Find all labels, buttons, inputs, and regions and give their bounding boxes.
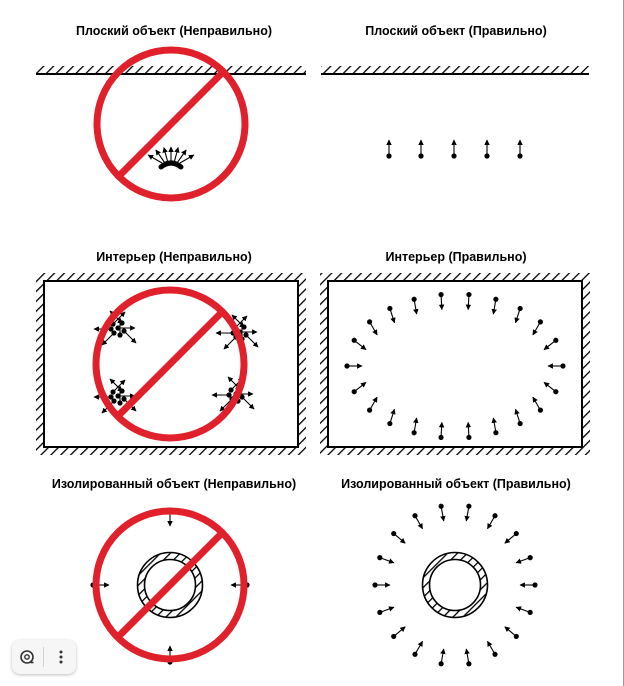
- probe-ring: [344, 292, 565, 440]
- probe-dot: [412, 652, 417, 657]
- probe: [533, 319, 543, 335]
- probe-dot: [538, 319, 543, 324]
- probe-arrow: [174, 148, 178, 163]
- probe-dot: [528, 555, 533, 560]
- probe-dot: [117, 400, 122, 405]
- probe-dot: [492, 513, 497, 518]
- probe: [344, 363, 362, 368]
- probe-dot: [110, 389, 115, 394]
- probe-dot: [466, 661, 471, 666]
- more-button[interactable]: [48, 644, 74, 670]
- prohibition-sign: [96, 511, 244, 659]
- probe-dot: [466, 504, 471, 509]
- probe: [544, 382, 558, 394]
- probe: [412, 418, 417, 435]
- probe-dot: [377, 610, 382, 615]
- probe: [438, 292, 443, 310]
- probe-dot: [387, 421, 392, 426]
- probe-arrow: [177, 150, 186, 163]
- title-flat-right: Плоский объект (Правильно): [365, 24, 547, 38]
- probe-dot: [372, 582, 377, 587]
- probe-dot: [228, 387, 233, 392]
- probe: [438, 422, 443, 440]
- title-isolated-wrong: Изолированный объект (Неправильно): [51, 477, 297, 491]
- probe: [239, 394, 254, 409]
- probe: [516, 409, 523, 426]
- probe: [377, 607, 394, 615]
- probe-dot: [367, 319, 372, 324]
- probe-dot: [344, 363, 349, 368]
- surface-hatch: [36, 66, 306, 74]
- probe-dot: [386, 153, 391, 158]
- probe-dot: [518, 421, 523, 426]
- probe: [439, 649, 444, 666]
- probe-dot: [412, 430, 417, 435]
- probe: [352, 382, 366, 394]
- probe-dot: [438, 292, 443, 297]
- probe: [533, 397, 543, 413]
- probe: [466, 422, 471, 440]
- object-outline-outer: [423, 553, 488, 618]
- probe-dot: [121, 396, 126, 401]
- object-outline-inner: [430, 560, 481, 611]
- probe: [387, 306, 394, 323]
- panel-flat-wrong: [36, 50, 306, 198]
- probe: [548, 363, 566, 368]
- probe: [516, 607, 533, 615]
- probe-dot: [367, 408, 372, 413]
- prohibition-slash: [118, 312, 223, 417]
- probe-dot: [377, 555, 382, 560]
- probe: [493, 297, 498, 314]
- probe-dot: [391, 531, 396, 536]
- probe: [121, 328, 136, 343]
- probe-dot: [560, 363, 565, 368]
- probe: [243, 332, 258, 347]
- probe-ring: [372, 504, 537, 667]
- probe-dot: [492, 652, 497, 657]
- probe: [372, 582, 390, 587]
- probe-dot: [439, 504, 444, 509]
- probe: [352, 338, 366, 350]
- probe-dot: [517, 153, 522, 158]
- surface-hatch: [321, 66, 589, 74]
- panel-isolated-right: [372, 504, 537, 667]
- probe: [391, 531, 405, 543]
- probe-dot: [493, 297, 498, 302]
- probe: [367, 397, 377, 413]
- probe-dot: [493, 430, 498, 435]
- probe-dot: [387, 306, 392, 311]
- room-wall-hatch: [320, 273, 590, 455]
- probe: [387, 409, 394, 426]
- probe-dot: [528, 610, 533, 615]
- probe-row: [386, 140, 522, 159]
- probe-dot: [514, 531, 519, 536]
- floating-toolbar: [12, 640, 76, 674]
- probe: [412, 297, 417, 314]
- probe: [516, 306, 523, 323]
- probe-dot: [553, 389, 558, 394]
- prohibition-sign: [96, 290, 244, 438]
- probe-cluster: [148, 147, 194, 167]
- probe-dot: [418, 153, 423, 158]
- title-flat-wrong: Плоский объект (Неправильно): [75, 24, 272, 38]
- title-interior-wrong: Интерьер (Неправильно): [96, 250, 252, 264]
- more-vertical-icon: [53, 649, 69, 665]
- probe: [377, 555, 394, 563]
- probe: [367, 319, 377, 335]
- probe: [516, 555, 533, 563]
- probe-bundle: [161, 163, 181, 167]
- toolbar-separator: [43, 647, 44, 667]
- panel-isolated-wrong: [90, 507, 249, 664]
- room-wall: [328, 281, 582, 447]
- probe: [488, 641, 498, 657]
- probe-dot: [391, 634, 396, 639]
- probe-dot: [532, 582, 537, 587]
- probe-dot: [439, 661, 444, 666]
- prohibition-slash: [118, 533, 223, 638]
- probe: [505, 627, 519, 639]
- probe-dot: [451, 153, 456, 158]
- probe: [439, 504, 444, 521]
- probe: [493, 418, 498, 435]
- probe: [488, 513, 498, 529]
- probe-dot: [484, 153, 489, 158]
- probe-dot: [466, 435, 471, 440]
- probe: [412, 641, 422, 657]
- probe: [520, 582, 538, 587]
- probe: [412, 513, 422, 529]
- probe: [466, 292, 471, 310]
- probe-dot: [438, 435, 443, 440]
- title-interior-right: Интерьер (Правильно): [385, 250, 527, 264]
- probe-dot: [243, 332, 248, 337]
- title-isolated-right: Изолированный объект (Правильно): [341, 477, 571, 491]
- probe-dot: [538, 408, 543, 413]
- probe: [484, 140, 489, 159]
- probe: [391, 627, 405, 639]
- probe: [505, 531, 519, 543]
- probe-dot: [514, 634, 519, 639]
- lens-button[interactable]: [14, 644, 40, 670]
- lens-icon: [19, 649, 35, 665]
- probe: [418, 140, 423, 159]
- probe-dot: [412, 513, 417, 518]
- probe-dot: [352, 338, 357, 343]
- probe: [466, 504, 471, 521]
- probe: [386, 140, 391, 159]
- probe: [451, 140, 456, 159]
- panel-interior-wrong: [36, 273, 306, 455]
- object-hatch: [426, 556, 484, 614]
- probe-dot: [518, 306, 523, 311]
- probe-dot: [226, 392, 231, 397]
- probe-dot: [121, 328, 126, 333]
- probe-arrow: [156, 150, 165, 163]
- probe-dot: [466, 292, 471, 297]
- probe-dot: [412, 297, 417, 302]
- panel-flat-right: [321, 66, 589, 159]
- probe-dot: [553, 338, 558, 343]
- probe-dot: [117, 332, 122, 337]
- probe-dot: [108, 394, 113, 399]
- probe: [212, 392, 232, 397]
- probe-dot: [352, 389, 357, 394]
- probe: [466, 649, 471, 666]
- probe: [544, 338, 558, 350]
- probe: [517, 140, 522, 159]
- panel-interior-right: [320, 273, 590, 455]
- probe-arrow: [164, 148, 168, 163]
